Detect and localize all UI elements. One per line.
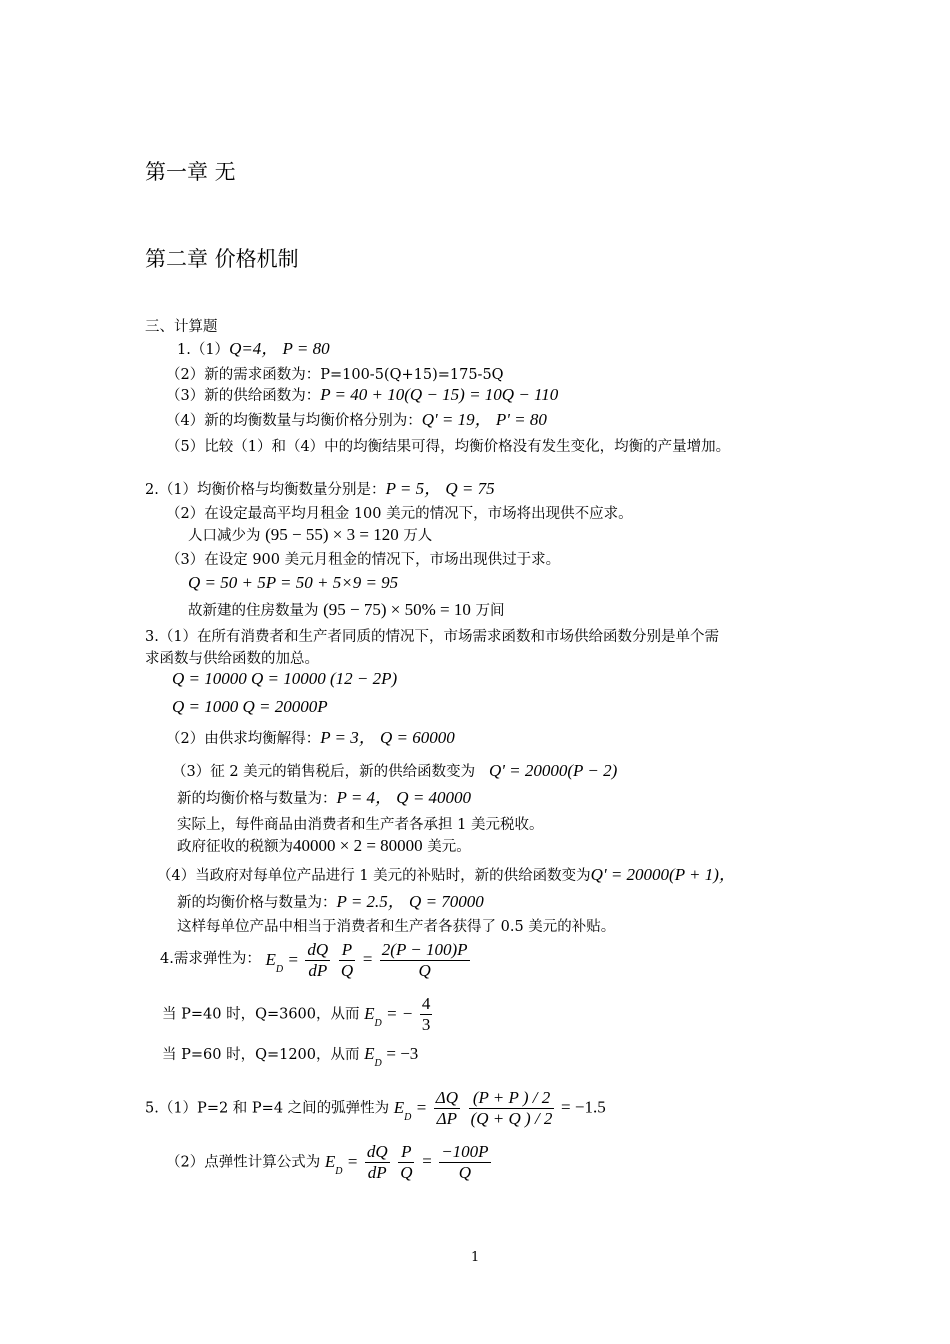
q4-frac1-num: dQ — [307, 940, 329, 959]
q1-line5: （5）比较（1）和（4）中的均衡结果可得，均衡价格没有发生变化，均衡的产量增加。 — [166, 439, 731, 455]
q2-line3 — [188, 525, 432, 546]
q3-demand-eq — [172, 669, 397, 689]
q4-line3: 当 P=60 时，Q=1200，从而 $E_D = -3$ — [162, 1044, 419, 1069]
chapter-1-title: 第一章 无 — [145, 160, 236, 184]
chapter-2-title: 第二章 价格机制 — [145, 247, 299, 271]
q4-frac2-num: P — [339, 940, 355, 961]
q1-line3 — [166, 385, 558, 406]
page-number: 1 — [471, 1250, 480, 1265]
q5-line1: 5.（1）P=2 和 P=4 之间的弧弹性为 $E_D$ = $\frac{\Delta Q}{\Delta P}$ $\frac{(P + P ) / 2}{(Q + Q ) / 2}$ = −1.5 — [145, 1088, 606, 1128]
q4-frac1-den: dP — [308, 961, 328, 980]
q5-frac5-den: Q — [458, 1163, 471, 1182]
q2-line6-text: 故新建的住房数量为 — [188, 603, 319, 619]
q3-equilibrium: P = 3， Q = 60000 — [320, 728, 455, 747]
q3-line2 — [166, 728, 455, 749]
q1-line2: （2）新的需求函数为：P=100-5(Q+15)=175-5Q — [166, 367, 504, 383]
q2-line3-text: 人口减少为 — [188, 528, 261, 544]
q4-line2-text: 当 P=40 时，Q=3600，从而 — [162, 1006, 360, 1023]
q5-frac2-den: (Q + Q ) / 2 — [470, 1109, 553, 1128]
q4-frac3-num: 2(P − 100)P — [381, 940, 468, 959]
q3-subsidy-equilibrium: P = 2.5， Q = 70000 — [336, 892, 484, 911]
q3-line6-unit: 美元。 — [427, 839, 471, 855]
q3-line1: 3.（1）在所有消费者和生产者同质的情况下，市场需求函数和市场供给函数分别是单个需 — [145, 629, 720, 645]
q2-line2: （2）在设定最高平均月租金 100 美元的情况下，市场将出现供不应求。 — [166, 506, 633, 522]
q4-line2: 当 P=40 时，Q=3600，从而 $E_D$ = − $\frac{4}{3}$ — [162, 994, 431, 1034]
q3-line8 — [177, 892, 484, 913]
q2-equilibrium: P = 5， Q = 75 — [385, 479, 495, 498]
q1-equilibrium: Q' = 19， P' = 80 — [421, 410, 547, 429]
q4-line1-text: 4.需求弹性为： — [160, 950, 261, 967]
q5-line2-text: （2）点弹性计算公式为 — [166, 1154, 321, 1171]
q3-line3 — [172, 761, 617, 782]
q3-line5: 实际上，每件商品由消费者和生产者各承担 1 美元税收。 — [177, 817, 544, 833]
q1-line1 — [177, 339, 330, 360]
q2-line3-unit: 万人 — [403, 528, 433, 544]
q4-frac3-den: Q — [418, 961, 431, 980]
q1-line4-text: （4）新的均衡数量与均衡价格分别为： — [166, 413, 422, 429]
q3-line6 — [177, 836, 471, 857]
q5-line1-text: 5.（1）P=2 和 P=4 之间的弧弹性为 — [145, 1100, 390, 1117]
q2-population-eq: (95 − 55) × 3 = 120 — [265, 525, 399, 544]
q4-line3-text: 当 P=60 时，Q=1200，从而 — [162, 1047, 360, 1063]
q3-tax-revenue: 40000 × 2 = 80000 — [293, 836, 423, 855]
q3-line4 — [177, 788, 471, 809]
q3-line7 — [157, 865, 736, 886]
q3-line3-text: （3）征 2 美元的销售税后，新的供给函数变为 — [172, 764, 476, 780]
q3-supply-eq-text: Q = 1000 Q = 20000P — [172, 697, 328, 716]
q2-supply-eq-text: Q = 50 + 5P = 50 + 5×9 = 95 — [188, 573, 399, 592]
q2-line1 — [145, 479, 495, 500]
q3-line1b: 求函数与供给函数的加总。 — [145, 651, 319, 667]
q3-line2-text: （2）由供求均衡解得： — [166, 731, 321, 747]
q2-housing-eq: (95 − 75) × 50% = 10 — [323, 600, 471, 619]
q3-supply-eq — [172, 697, 328, 717]
q4-elasticity-num: 4 — [421, 994, 431, 1013]
q5-frac4-num: P — [398, 1142, 414, 1163]
q3-line4-text: 新的均衡价格与数量为： — [177, 791, 337, 807]
q3-line9: 这样每单位产品中相当于消费者和生产者各获得了 0.5 美元的补贴。 — [177, 919, 616, 935]
q4-frac2-den: Q — [340, 961, 354, 980]
q3-subsidy-supply-eq: Q' = 20000(P + 1)， — [590, 865, 736, 884]
q4-elasticity-den: 3 — [421, 1015, 431, 1034]
q3-line7-text: （4）当政府对每单位产品进行 1 美元的补贴时，新的供给函数变为 — [157, 868, 591, 884]
q1-supply-eq: P = 40 + 10(Q − 15) = 10Q − 110 — [320, 385, 559, 404]
q2-line4: （3）在设定 900 美元月租金的情况下，市场出现供过于求。 — [166, 552, 561, 568]
q2-supply-eq — [188, 573, 398, 593]
q5-frac1-num: ΔQ — [435, 1088, 458, 1107]
q5-frac5-num: −100P — [441, 1142, 489, 1161]
q5-arc-result: = −1.5 — [561, 1097, 606, 1117]
q3-tax-supply-eq: Q' = 20000(P − 2) — [489, 761, 618, 780]
q2-line6 — [188, 600, 504, 621]
q1-answer: Q=4， P = 80 — [229, 339, 330, 358]
q5-frac1-den: ΔP — [436, 1109, 458, 1128]
q5-frac3-den: dP — [367, 1163, 387, 1182]
q4-line1: 4.需求弹性为： $E_D$ = $\frac{dQ}{dP}$ $\frac{P}{Q}$ = $\frac{2(P - 100)P}{Q}$ — [160, 940, 468, 980]
q1-line3-text: （3）新的供给函数为： — [166, 388, 321, 404]
q2-line6-unit: 万间 — [475, 603, 505, 619]
q1-line4 — [166, 410, 547, 431]
q2-line1-text: 2.（1）均衡价格与均衡数量分别是： — [145, 482, 386, 498]
q5-frac3-num: dQ — [366, 1142, 388, 1161]
q3-line6-text: 政府征收的税额为 — [177, 839, 293, 855]
q3-demand-eq-text: Q = 10000 Q = 10000 (12 − 2P) — [172, 669, 398, 688]
section-heading: 三、计算题 — [145, 319, 218, 335]
q3-line8-text: 新的均衡价格与数量为： — [177, 895, 337, 911]
q5-frac4-den: Q — [400, 1163, 413, 1182]
q5-frac2-num: (P + P ) / 2 — [469, 1088, 555, 1109]
q3-tax-equilibrium: P = 4， Q = 40000 — [336, 788, 472, 807]
q5-line2: （2）点弹性计算公式为 $E_D$ = $\frac{dQ}{dP}$ $\frac{P}{Q}$ = $\frac{-100P}{Q}$ — [166, 1142, 489, 1182]
q4-elasticity-2: = −3 — [386, 1044, 419, 1063]
q1-label: 1.（1） — [177, 342, 230, 358]
